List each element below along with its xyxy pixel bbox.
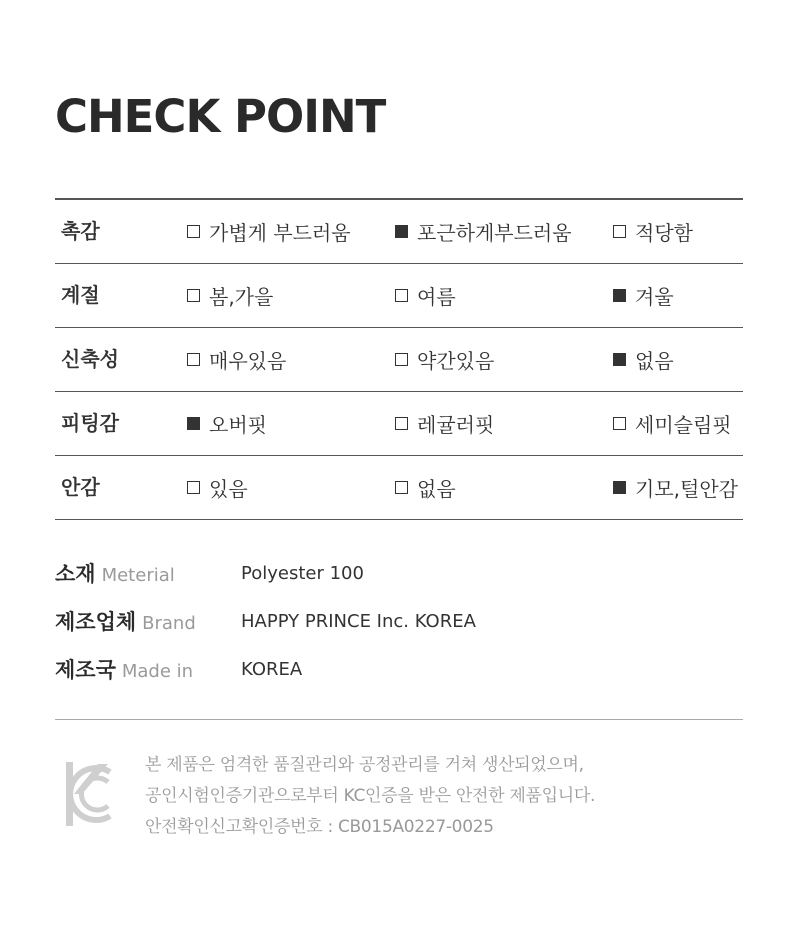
option	[187, 328, 286, 391]
checked-box-icon	[613, 353, 626, 366]
row-label: 안감	[61, 475, 100, 499]
option	[613, 456, 738, 519]
option	[613, 392, 732, 455]
info-key-ko: 소재	[55, 562, 96, 586]
check-point-table	[55, 198, 743, 520]
page-title: CHECK POINT	[55, 90, 386, 143]
option-label: 세미슬림핏	[635, 413, 732, 437]
info-key	[55, 555, 175, 595]
checkbox-icon	[187, 225, 200, 238]
option	[187, 456, 248, 519]
option-label: 여름	[417, 285, 456, 309]
info-row-material	[55, 555, 743, 603]
info-key-en: Meterial	[101, 565, 175, 586]
option	[395, 456, 456, 519]
option-label: 레귤러핏	[417, 413, 495, 437]
checkbox-icon	[613, 417, 626, 430]
info-key-en: Brand	[142, 613, 196, 634]
option-label: 봄,가을	[209, 285, 274, 309]
table-row	[55, 456, 743, 520]
checkbox-icon	[395, 353, 408, 366]
info-value: KOREA	[241, 659, 303, 680]
info-value: HAPPY PRINCE Inc. KOREA	[241, 611, 476, 632]
checkbox-icon	[187, 481, 200, 494]
checked-box-icon	[395, 225, 408, 238]
option-label: 가볍게 부드러움	[209, 221, 351, 245]
option-label: 있음	[209, 477, 248, 501]
checkbox-icon	[613, 225, 626, 238]
table-row	[55, 200, 743, 264]
kc-mark-icon	[64, 760, 112, 828]
table-row	[55, 264, 743, 328]
checkbox-icon	[395, 481, 408, 494]
notice-line: 안전확인신고확인증번호 : CB015A0227-0025	[145, 817, 494, 837]
kc-certification-notice	[145, 750, 595, 843]
info-key-en: Made in	[121, 661, 194, 682]
checkbox-icon	[395, 417, 408, 430]
option	[187, 200, 351, 263]
option-label: 겨울	[635, 285, 674, 309]
option	[613, 328, 674, 391]
info-key-ko: 제조국	[55, 658, 116, 682]
notice-line: 공인시험인증기관으로부터 KC인증을 받은 안전한 제품입니다.	[145, 786, 596, 806]
option	[395, 392, 494, 455]
checked-box-icon	[613, 289, 626, 302]
info-row-brand	[55, 603, 743, 651]
option-label: 없음	[417, 477, 456, 501]
option	[395, 328, 494, 391]
row-label: 촉감	[61, 219, 100, 243]
option-label: 약간있음	[417, 349, 495, 373]
info-value: Polyester 100	[241, 563, 364, 584]
checkbox-icon	[187, 289, 200, 302]
checked-box-icon	[187, 417, 200, 430]
info-key-ko: 제조업체	[55, 610, 137, 634]
option-label: 매우있음	[209, 349, 287, 373]
checkbox-icon	[395, 289, 408, 302]
product-info	[55, 555, 743, 699]
option-label: 기모,털안감	[635, 477, 738, 501]
row-label: 신축성	[61, 347, 119, 371]
option	[613, 200, 693, 263]
option	[187, 264, 273, 327]
option-label: 포근하게부드러움	[417, 221, 572, 245]
option	[613, 264, 674, 327]
option-label: 오버핏	[209, 413, 267, 437]
checked-box-icon	[613, 481, 626, 494]
info-key	[55, 603, 196, 643]
option	[187, 392, 267, 455]
table-row	[55, 328, 743, 392]
info-row-made-in	[55, 651, 743, 699]
section-divider	[55, 719, 743, 720]
notice-line: 본 제품은 엄격한 품질관리와 공정관리를 거쳐 생산되었으며,	[145, 755, 584, 775]
option-label: 없음	[635, 349, 674, 373]
option	[395, 264, 456, 327]
option	[395, 200, 572, 263]
info-key	[55, 651, 193, 691]
row-label: 계절	[61, 283, 100, 307]
option-label: 적당함	[635, 221, 693, 245]
table-row	[55, 392, 743, 456]
checkbox-icon	[187, 353, 200, 366]
row-label: 피팅감	[61, 411, 119, 435]
